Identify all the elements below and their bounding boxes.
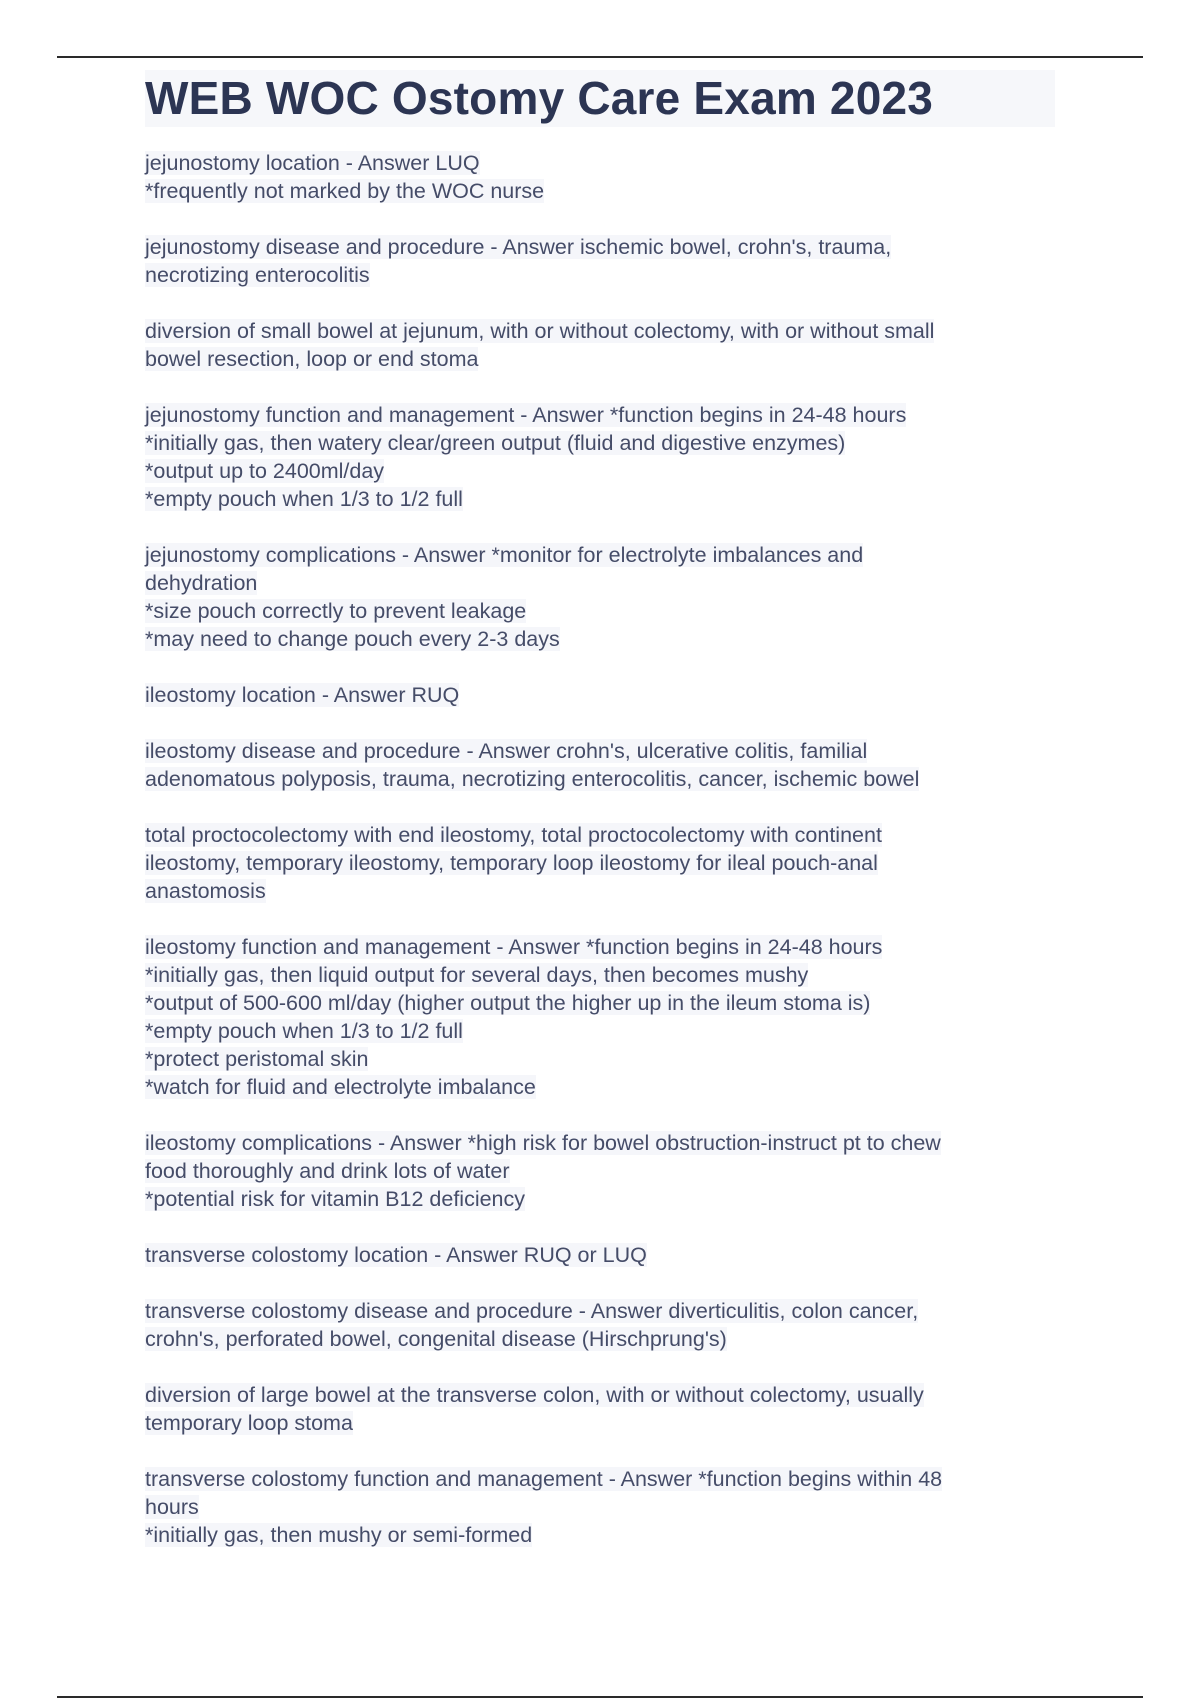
entry-line: jejunostomy location - Answer LUQ (145, 151, 480, 175)
entry-line: jejunostomy disease and procedure - Answer ischemic bowel, crohn's, trauma, (145, 235, 892, 259)
qa-entry (145, 1129, 1055, 1213)
qa-entry (145, 1381, 1055, 1437)
qa-entry (145, 317, 1055, 373)
qa-entry (145, 233, 1055, 289)
entry-line: necrotizing enterocolitis (145, 263, 370, 287)
entry-line: total proctocolectomy with end ileostomy, total proctocolectomy with continent (145, 823, 882, 847)
entry-line: food thoroughly and drink lots of water (145, 1159, 510, 1183)
entry-line: temporary loop stoma (145, 1411, 353, 1435)
qa-entry (145, 1465, 1055, 1549)
entry-line: *output up to 2400ml/day (145, 459, 385, 483)
document-body (145, 70, 1055, 1577)
entry-line: ileostomy location - Answer RUQ (145, 683, 460, 707)
entry-line: *may need to change pouch every 2-3 days (145, 627, 560, 651)
entry-line: transverse colostomy function and management - Answer *function begins within 48 (145, 1467, 943, 1491)
entry-line: *initially gas, then watery clear/green output (fluid and digestive enzymes) (145, 431, 846, 455)
entry-line: *protect peristomal skin (145, 1047, 369, 1071)
qa-entry (145, 821, 1055, 905)
bottom-rule (57, 1696, 1143, 1698)
entry-line: ileostomy function and management - Answer *function begins in 24-48 hours (145, 935, 883, 959)
entry-line: transverse colostomy location - Answer RUQ or LUQ (145, 1243, 647, 1267)
qa-entry (145, 149, 1055, 205)
top-rule (57, 56, 1143, 58)
entry-line: *initially gas, then mushy or semi-formed (145, 1523, 533, 1547)
qa-entry (145, 737, 1055, 793)
entry-line: jejunostomy function and management - Answer *function begins in 24-48 hours (145, 403, 907, 427)
entry-line: adenomatous polyposis, trauma, necrotizing enterocolitis, cancer, ischemic bowel (145, 767, 920, 791)
entry-line: anastomosis (145, 879, 266, 903)
entry-line: *frequently not marked by the WOC nurse (145, 179, 545, 203)
entry-line: *output of 500-600 ml/day (higher output the higher up in the ileum stoma is) (145, 991, 871, 1015)
qa-entry (145, 933, 1055, 1101)
entry-line: dehydration (145, 571, 258, 595)
qa-entry (145, 541, 1055, 653)
qa-entry (145, 681, 1055, 709)
qa-entry (145, 1241, 1055, 1269)
entry-line: *watch for fluid and electrolyte imbalance (145, 1075, 536, 1099)
entry-line: bowel resection, loop or end stoma (145, 347, 479, 371)
entry-line: ileostomy, temporary ileostomy, temporary loop ileostomy for ileal pouch-anal (145, 851, 878, 875)
entry-line: *empty pouch when 1/3 to 1/2 full (145, 487, 463, 511)
qa-entry (145, 1297, 1055, 1353)
document-title: WEB WOC Ostomy Care Exam 2023 (145, 70, 1055, 127)
entry-line: hours (145, 1495, 199, 1519)
entry-line: crohn's, perforated bowel, congenital disease (Hirschprung's) (145, 1327, 727, 1351)
entry-line: diversion of small bowel at jejunum, with or without colectomy, with or without small (145, 319, 935, 343)
entry-line: jejunostomy complications - Answer *monitor for electrolyte imbalances and (145, 543, 864, 567)
entry-line: transverse colostomy disease and procedure - Answer diverticulitis, colon cancer, (145, 1299, 919, 1323)
qa-entry (145, 401, 1055, 513)
entry-line: *size pouch correctly to prevent leakage (145, 599, 527, 623)
entry-line: diversion of large bowel at the transverse colon, with or without colectomy, usually (145, 1383, 924, 1407)
entry-line: *initially gas, then liquid output for several days, then becomes mushy (145, 963, 809, 987)
entry-line: ileostomy disease and procedure - Answer crohn's, ulcerative colitis, familial (145, 739, 868, 763)
entry-line: *empty pouch when 1/3 to 1/2 full (145, 1019, 463, 1043)
entry-line: *potential risk for vitamin B12 deficiency (145, 1187, 526, 1211)
entry-line: ileostomy complications - Answer *high risk for bowel obstruction-instruct pt to chew (145, 1131, 941, 1155)
